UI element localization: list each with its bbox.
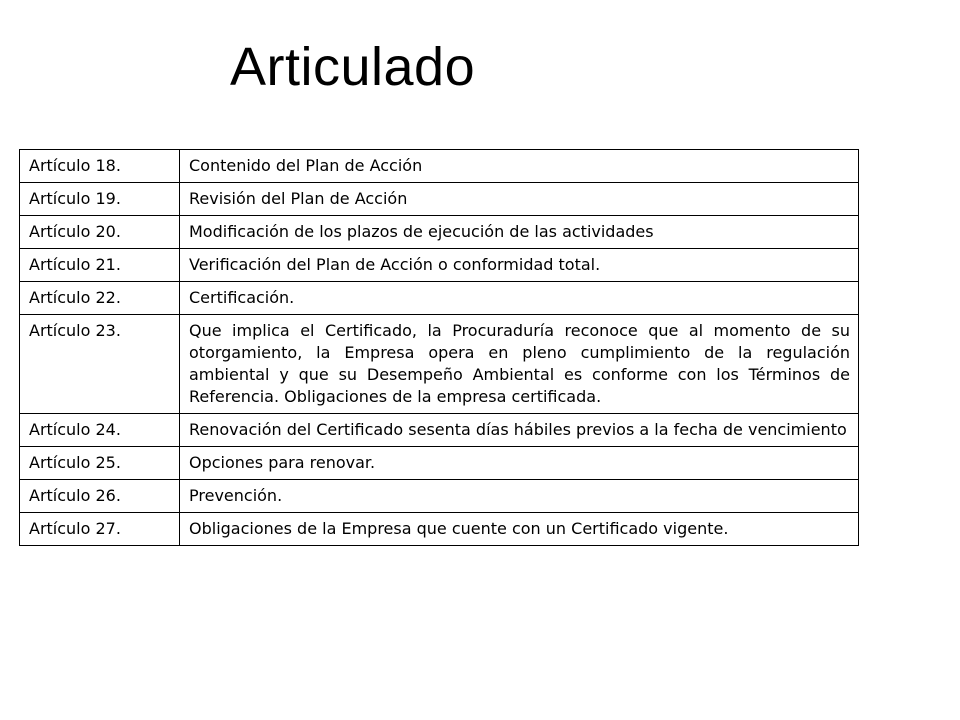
article-description: Revisión del Plan de Acción <box>180 183 859 216</box>
article-number: Artículo 24. <box>20 414 180 447</box>
table-row <box>20 315 859 414</box>
article-description: Certificación. <box>180 282 859 315</box>
article-number: Artículo 22. <box>20 282 180 315</box>
article-number: Artículo 21. <box>20 249 180 282</box>
article-number: Artículo 27. <box>20 513 180 546</box>
article-number: Artículo 20. <box>20 216 180 249</box>
article-number: Artículo 26. <box>20 480 180 513</box>
table-row <box>20 150 859 183</box>
table-row <box>20 480 859 513</box>
article-description: Verificación del Plan de Acción o conformidad total. <box>180 249 859 282</box>
article-number: Artículo 25. <box>20 447 180 480</box>
table-row <box>20 282 859 315</box>
table-row <box>20 513 859 546</box>
table-row <box>20 216 859 249</box>
page-title: Articulado <box>230 37 476 97</box>
article-description: Que implica el Certificado, la Procuraduría reconoce que al momento de su otorgamiento, la Empresa opera en pleno cumplimiento de la regulación ambiental y que su Desempeño Ambiental es conforme con los Términos de Referencia. Obligaciones de la empresa certificada. <box>180 315 859 414</box>
table-row <box>20 414 859 447</box>
table-row <box>20 249 859 282</box>
table-row <box>20 447 859 480</box>
articles-table <box>19 149 859 546</box>
article-number: Artículo 18. <box>20 150 180 183</box>
article-description: Opciones para renovar. <box>180 447 859 480</box>
article-number: Artículo 19. <box>20 183 180 216</box>
table-row <box>20 183 859 216</box>
article-description: Modificación de los plazos de ejecución de las actividades <box>180 216 859 249</box>
article-description: Contenido del Plan de Acción <box>180 150 859 183</box>
article-number: Artículo 23. <box>20 315 180 414</box>
article-description: Renovación del Certificado sesenta días hábiles previos a la fecha de vencimiento <box>180 414 859 447</box>
article-description: Obligaciones de la Empresa que cuente con un Certificado vigente. <box>180 513 859 546</box>
article-description: Prevención. <box>180 480 859 513</box>
